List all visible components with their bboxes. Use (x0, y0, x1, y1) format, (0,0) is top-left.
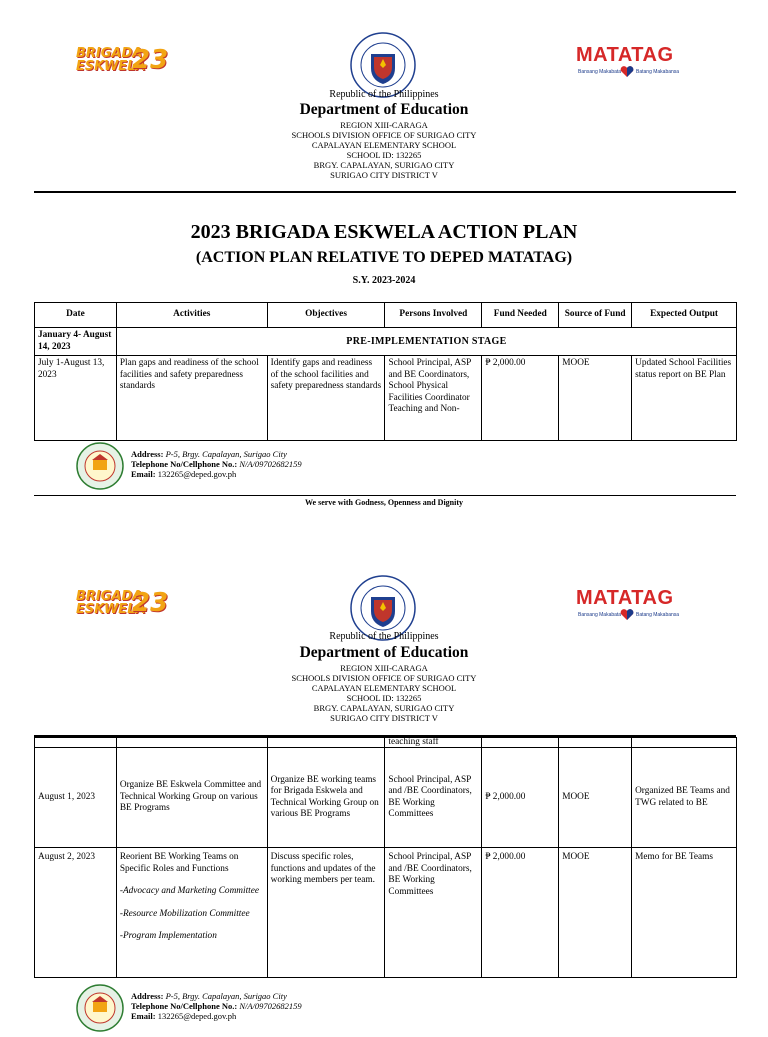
matatag-logo (576, 44, 696, 80)
header-region: REGION XIII-CARAGA (340, 120, 428, 130)
row1-cont-source (559, 738, 632, 748)
brigada-logo-line1: BRIGADA (76, 46, 143, 61)
stage-row (35, 328, 737, 356)
footer-contact: Address: P-5, Brgy. Capalayan, Surigao City Telephone No/Cellphone No.: N/A/09702682159 Email: 132265@deped.gov.ph (131, 449, 302, 479)
matatag-sub-right: Batang Makabansa (636, 69, 680, 75)
header-department: Department of Education (299, 644, 469, 661)
header-republic: Republic of the Philippines (329, 631, 439, 642)
col-header-persons: Persons Involved (385, 303, 482, 328)
footer-address-label: Address (131, 449, 161, 459)
col-header-objectives: Objectives (267, 303, 385, 328)
col-header-date: Date (35, 303, 117, 328)
footer-email-label: Email (131, 1011, 153, 1021)
header-republic: Republic of the Philippines (329, 89, 439, 100)
row1-output: Updated School Facilities status report on BE Plan (632, 356, 737, 441)
row2-persons: School Principal, ASP and /BE Coordinators, BE Working Committees (385, 748, 482, 848)
header-school-id: SCHOOL ID: 132265 (346, 693, 422, 703)
row1-cont-activity (116, 738, 267, 748)
brigada-logo-number: 23 (132, 45, 169, 75)
footer-divider (34, 495, 736, 496)
matatag-logo-text: MATATAG (576, 44, 674, 66)
header-school-id: SCHOOL ID: 132265 (346, 150, 422, 160)
row3-source: MOOE (559, 848, 632, 978)
header-address-block (0, 120, 768, 180)
row1-source: MOOE (559, 356, 632, 441)
row1-cont-objective (267, 738, 385, 748)
col-header-source-of-fund: Source of Fund (559, 303, 632, 328)
row2-source: MOOE (559, 748, 632, 848)
matatag-logo (576, 587, 696, 623)
col-header-expected-output: Expected Output (632, 303, 737, 328)
matatag-sub-right: Batang Makabansa (636, 612, 680, 618)
row1-cont-fund (482, 738, 559, 748)
table-row (35, 748, 737, 848)
row1-objective: Identify gaps and readiness of the school facilities and safety preparedness standards (267, 356, 385, 441)
row3-date: August 2, 2023 (35, 848, 117, 978)
row1-persons: School Principal, ASP and BE Coordinators, School Physical Facilities Coordinator Teaching and Non- (385, 356, 482, 441)
col-header-fund-needed: Fund Needed (482, 303, 559, 328)
header-region: REGION XIII-CARAGA (340, 663, 428, 673)
table-row (35, 356, 737, 441)
footer-contact: Address: P-5, Brgy. Capalayan, Surigao City Telephone No/Cellphone No.: N/A/09702682159 Email: 132265@deped.gov.ph (131, 991, 302, 1021)
brigada-logo-line2: ESKWELA (76, 59, 146, 74)
row2-output: Organized BE Teams and TWG related to BE (632, 748, 737, 848)
school-year: S.Y. 2023-2024 (352, 275, 416, 286)
brigada-logo-line2: ESKWELA (76, 602, 146, 617)
matatag-sub-left: Bansang Makabata (578, 69, 622, 75)
action-plan-table-continued (34, 737, 737, 978)
row2-objective: Organize BE working teams for Brigada Eskwela and Technical Working Group on various BE Programs (267, 748, 385, 848)
col-header-activities: Activities (116, 303, 267, 328)
brigada-eskwela-logo (76, 44, 168, 78)
footer-address: P-5, Brgy. Capalayan, Surigao City (165, 991, 287, 1001)
row3-activity-cell (116, 848, 267, 978)
row3-sub-resource: -Resource Mobilization Committee (119, 908, 250, 919)
footer-phone: N/A/09702682159 (239, 459, 302, 469)
header-school: CAPALAYAN ELEMENTARY SCHOOL (311, 140, 457, 150)
footer-email[interactable]: 132265@deped.gov.ph (157, 469, 237, 479)
row1-date: July 1-August 13, 2023 (35, 356, 117, 441)
header-district: SURIGAO CITY DISTRICT V (330, 170, 438, 180)
footer-address-label: Address (131, 991, 161, 1001)
footer-email-label: Email (131, 469, 153, 479)
header-address-block (0, 663, 768, 723)
brigada-logo-line1: BRIGADA (76, 589, 143, 604)
matatag-logo-text: MATATAG (576, 587, 674, 609)
plan-title: 2023 BRIGADA ESKWELA ACTION PLAN (190, 221, 578, 243)
school-seal (76, 984, 124, 1032)
header-district: SURIGAO CITY DISTRICT V (330, 713, 438, 723)
table-row (35, 738, 737, 748)
stage-label: PRE-IMPLEMENTATION STAGE (116, 328, 736, 356)
heart-icon (620, 608, 634, 620)
row2-date: August 1, 2023 (35, 748, 117, 848)
row1-cont-date (35, 738, 117, 748)
footer-address: P-5, Brgy. Capalayan, Surigao City (165, 449, 287, 459)
header-school: CAPALAYAN ELEMENTARY SCHOOL (311, 683, 457, 693)
plan-subtitle: (ACTION PLAN RELATIVE TO DEPED MATATAG) (195, 249, 573, 266)
stage-date: January 4- August 14, 2023 (35, 328, 117, 356)
row2-activity: Organize BE Eskwela Committee and Technical Working Group on various BE Programs (116, 748, 267, 848)
table-row (35, 848, 737, 978)
row1-activity: Plan gaps and readiness of the school facilities and safety preparedness standards (116, 356, 267, 441)
brigada-logo-number: 23 (132, 588, 169, 618)
school-seal (76, 442, 124, 490)
row1-fund: ₱ 2,000.00 (482, 356, 559, 441)
row1-cont-persons: teaching staff (385, 738, 482, 748)
header-division: SCHOOLS DIVISION OFFICE OF SURIGAO CITY (291, 673, 477, 683)
brigada-eskwela-logo (76, 587, 168, 621)
row3-activity: Reorient BE Working Teams on Specific Roles and Functions (119, 852, 239, 874)
header-brgy: BRGY. CAPALAYAN, SURIGAO CITY (313, 160, 455, 170)
action-plan-table (34, 302, 737, 441)
row1-cont-output (632, 738, 737, 748)
header-brgy: BRGY. CAPALAYAN, SURIGAO CITY (313, 703, 455, 713)
row3-sub-program: -Program Implementation (119, 931, 217, 941)
footer-phone-label: Telephone No/Cellphone No. (131, 1001, 235, 1011)
footer-phone-label: Telephone No/Cellphone No. (131, 459, 235, 469)
header-department: Department of Education (299, 101, 469, 118)
row3-persons: School Principal, ASP and /BE Coordinators, BE Working Committees (385, 848, 482, 978)
footer-motto: We serve with Godness, Openness and Dignity (304, 498, 464, 507)
row3-fund: ₱ 2,000.00 (482, 848, 559, 978)
footer-email[interactable]: 132265@deped.gov.ph (157, 1011, 237, 1021)
row3-output: Memo for BE Teams (632, 848, 737, 978)
heart-icon (620, 65, 634, 77)
header-division: SCHOOLS DIVISION OFFICE OF SURIGAO CITY (291, 130, 477, 140)
matatag-sub-left: Bansang Makabata (578, 612, 622, 618)
row2-fund: ₱ 2,000.00 (482, 748, 559, 848)
footer-phone: N/A/09702682159 (239, 1001, 302, 1011)
table-header-row (35, 303, 737, 328)
row3-sub-advocacy: -Advocacy and Marketing Committee (119, 886, 260, 896)
row3-objective: Discuss specific roles, functions and updates of the working members per team. (267, 848, 385, 978)
header-divider (34, 191, 736, 193)
